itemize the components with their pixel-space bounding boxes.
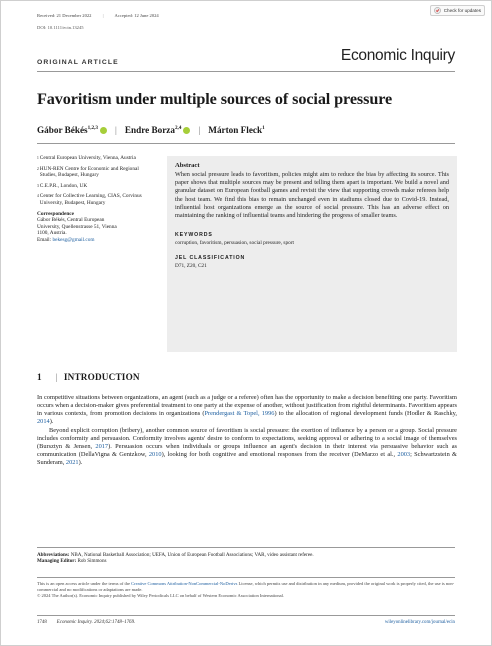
abstract-box — [167, 156, 457, 352]
affiliation-marker: 4 — [37, 194, 39, 199]
section-heading — [37, 372, 140, 382]
author[interactable] — [208, 125, 264, 135]
paragraph — [37, 427, 457, 468]
email-link[interactable]: bekesg@gmail.com — [52, 236, 95, 243]
article-title: Favoritism under multiple sources of social pressure — [37, 90, 393, 108]
body-text — [37, 394, 457, 467]
paragraph-text: ). — [49, 418, 54, 426]
jel-heading: JEL CLASSIFICATION — [175, 255, 246, 262]
author-affiliation-marker: 2,4 — [174, 125, 182, 131]
citation-link[interactable]: 2017 — [95, 442, 109, 450]
affiliation — [37, 166, 155, 179]
citation-link[interactable]: 2021 — [65, 459, 79, 467]
footer-divider — [37, 615, 455, 616]
orcid-icon[interactable] — [183, 127, 190, 134]
citation-link[interactable]: Prendergast & Topel, 1996 — [204, 410, 275, 418]
affiliation-marker: 3 — [37, 183, 39, 188]
paragraph-text: Beyond explicit corruption (bribery), another common source of favoritism is social pressure: the exertion of influence by a person or a group. Social pressure includes conformity and persuasion. Conformity involves agents' desire to conform to expectations, seeking approval or adhering to a social image of themselves (Bursztyn & Jensen, — [37, 426, 457, 450]
journal-url-link[interactable]: wileyonlinelibrary.com/journal/ecin — [384, 620, 455, 625]
email-label: Email: — [37, 236, 52, 243]
citation-link[interactable]: 2014 — [37, 418, 50, 426]
correspondence-address: Gábor Békés, Central European University, Quellenstrasse 51, Vienna 1100, Austria. — [37, 217, 117, 237]
paragraph-text: ; Schwartzstein & Sunderam, — [37, 451, 457, 467]
license-block — [37, 581, 457, 600]
check-updates-label: Check for updates — [443, 8, 481, 13]
abbreviations-label: Abbreviations: — [37, 552, 70, 558]
crossmark-icon — [434, 7, 441, 14]
journal-logo: Economic Inquiry — [340, 47, 455, 64]
footer-left — [37, 620, 135, 625]
license-divider — [37, 577, 455, 578]
paragraph-text: ). Persuasion occurs when individuals or groups influence an agent's decision in their interest via persuasive behavior such as communication (DellaVigna & Gentzkow, — [37, 442, 457, 459]
author-list — [37, 125, 265, 135]
license-link[interactable]: Creative Commons Attribution-NonCommercial-NoDerivs — [131, 581, 238, 586]
author-affiliation-marker: 1,2,3 — [87, 125, 98, 131]
correspondence-email-line — [37, 237, 155, 244]
author-name: Gábor Békés — [37, 125, 88, 136]
author-separator: | — [115, 125, 117, 136]
author[interactable] — [125, 125, 191, 135]
article-type: ORIGINAL ARTICLE — [37, 59, 119, 66]
page-footer — [37, 620, 455, 625]
author-name: Endre Borza — [124, 125, 175, 136]
affiliation-text: Central European University, Vienna, Austria — [39, 155, 136, 161]
abstract-text: When social pressure leads to favoritism, policies might aim to reduce the bias by affecting its source. This paper shows that multiple sources may be present and telling them apart is important. We build a novel and granular dataset on European football games and revisit the view that supporting crowds make referees help the host team. We find this bias to remain unchanged even in stadiums closed due to Covid-19. Instead, influential host organizations emerge as the source of social pressure. This has an adverse effect on maintaining the ranking of influential teams and hindering the progress of smaller teams. — [175, 171, 449, 220]
managing-editor-name: Rob Simmons — [77, 558, 107, 565]
jel-text: D71, Z20, C21 — [175, 263, 207, 270]
affiliation — [37, 183, 155, 190]
paragraph-text: ). — [78, 459, 83, 467]
dates-separator: | — [102, 13, 104, 18]
footnote-divider — [37, 547, 455, 548]
affiliation — [37, 155, 155, 162]
page-number: 1748 — [37, 620, 47, 625]
dates-line — [37, 13, 169, 18]
keywords-text: corruption, favoritism, persuasion, social pressure, sport — [175, 240, 295, 247]
paragraph-text: ) to the allocation of regional development funds (Hodler & Raschky, — [274, 410, 457, 418]
paragraph-text: In competitive situations between organizations, an agent (such as a judge or a referee) often has the opportunity to make a decision benefiting one party. Favoritism occurs when a decision-maker gives preferential treatment to one party at the expense of another, without justification from rightful determinants. Favoritism appears in various contexts, from promotion decisions in organizations ( — [37, 394, 457, 418]
author-affiliation-marker: 1 — [262, 125, 265, 131]
affiliation-marker: 2 — [37, 166, 39, 171]
managing-editor-line — [37, 558, 457, 564]
keywords-heading: KEYWORDS — [175, 232, 213, 239]
section-number: 1 — [37, 372, 42, 382]
paragraph — [37, 394, 457, 427]
check-updates-button[interactable] — [430, 5, 485, 16]
accepted-date: Accepted: 12 June 2024 — [114, 13, 159, 18]
author-name: Márton Fleck — [208, 125, 263, 136]
section-title: INTRODUCTION — [63, 372, 140, 382]
affiliation-text: C.E.P.R., London, UK — [39, 182, 88, 189]
managing-editor-label: Managing Editor: — [37, 558, 77, 565]
correspondence-label: Correspondence — [37, 210, 74, 217]
citation-link[interactable]: 2003 — [397, 451, 411, 459]
paragraph-text: ), looking for both cognitive and emotional responses from the receiver (DeMarzo et al., — [161, 451, 398, 459]
citation-link[interactable]: 2010 — [148, 451, 162, 459]
header-divider — [37, 71, 455, 72]
journal-citation: Economic Inquiry. 2024;62:1748–1769. — [56, 620, 136, 625]
copyright-line: © 2024 The Author(s). Economic Inquiry published by Wiley Periodicals LLC on behalf of Western Economic Association International. — [37, 593, 284, 599]
abstract-heading: Abstract — [175, 162, 200, 169]
abbreviations-text: NBA, National Basketball Association; UEFA, Union of European Football Associations; VAR, video assistant referee. — [70, 552, 314, 558]
license-text: This is an open access article under the terms of the — [37, 581, 132, 586]
author-separator: | — [198, 125, 201, 136]
author[interactable] — [37, 125, 107, 135]
abbreviations-block — [37, 552, 457, 565]
license-line — [37, 581, 457, 593]
orcid-icon[interactable] — [100, 127, 107, 134]
doi[interactable]: DOI: 10.1111/ecin.13245 — [37, 25, 84, 30]
received-date: Received: 21 December 2022 — [37, 13, 92, 18]
affiliation-text: Center for Collective Learning, CIAS, Corvinus University, Budapest, Hungary — [39, 193, 142, 206]
affiliation-text: HUN-REN Centre for Economic and Regional Studies, Budapest, Hungary — [39, 165, 139, 179]
authors-divider — [37, 143, 455, 144]
affiliation — [37, 193, 155, 206]
affiliation-marker: 1 — [37, 156, 39, 160]
license-text: License, which permits use and distribution in any medium, provided the original work is properly cited, the use is non-commercial and no modifications or adaptations are made. — [37, 581, 455, 593]
section-separator: | — [55, 372, 58, 382]
affiliations-column — [37, 155, 155, 244]
